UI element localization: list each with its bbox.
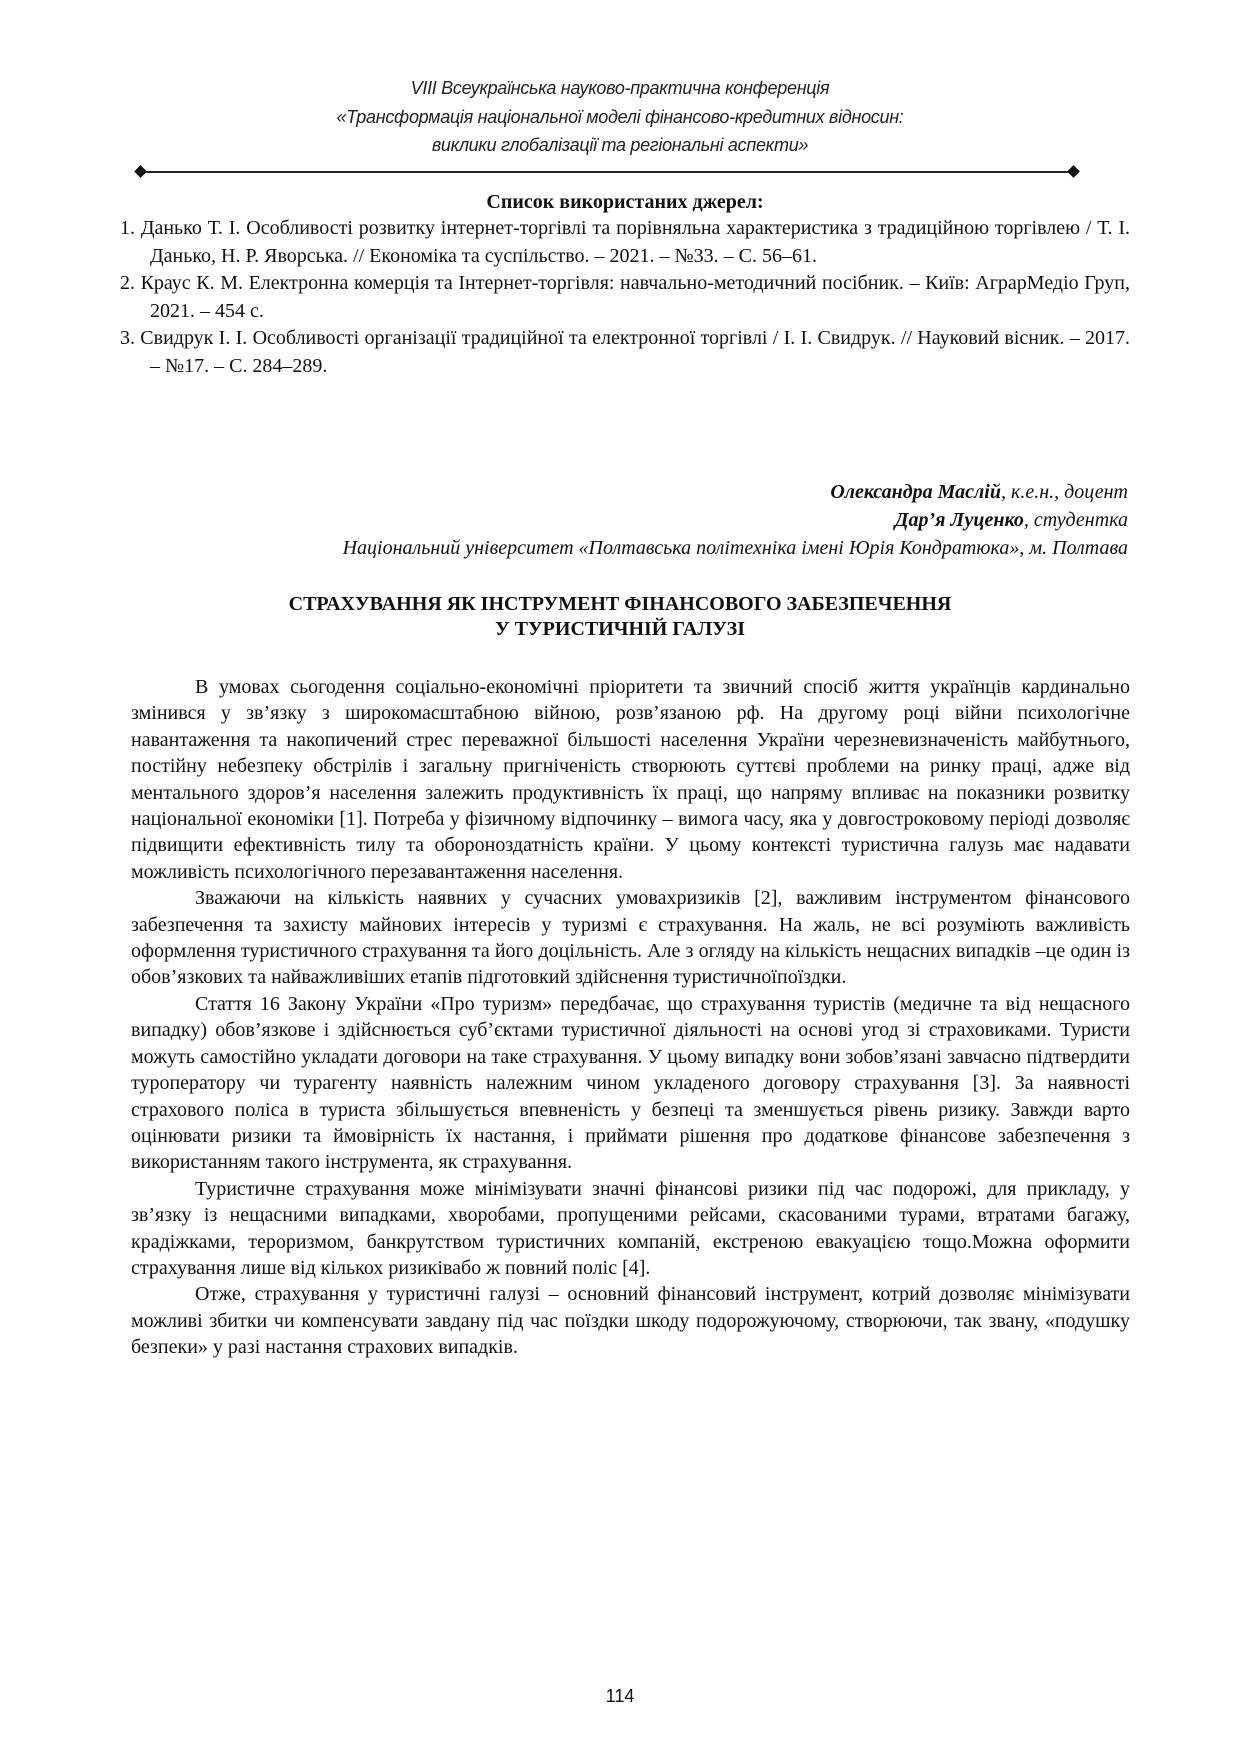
paragraph: Отже, страхування у туристичні галузі – основний фінансовий інструмент, котрий дозволяє мінімізувати можливі збитки чи компенсувати завдану під час поїздки шкоду подорожуючому, створюючи, так звану, «подушку безпеки» у разі настання страхових випадків.: [131, 1283, 1130, 1359]
title-line: СТРАХУВАННЯ ЯК ІНСТРУМЕНТ ФІНАНСОВОГО ЗАБЕЗПЕЧЕННЯ: [288, 593, 952, 615]
paragraph: Зважаючи на кількість наявних у сучасних умовахризиків [2], важливим інструментом фінансового забезпечення та захисту майнових інтересів у туризмі є страхування. На жаль, не всі розуміють важливість оформлення туристичного страхування та його доцільність. Але з огляду на кількість нещасних випадків –це один із обов’язкових та найважливіших етапів підготовкий здійснення туристичноїпоїздки.: [131, 887, 1130, 989]
references-title: Список використаних джерел:: [486, 191, 764, 213]
conference-header: [0, 74, 1240, 160]
author-name: Дар’я Луценко: [894, 509, 1024, 531]
diamond-icon: [134, 165, 147, 178]
header-divider: [140, 171, 1074, 173]
references-section: [120, 190, 1130, 380]
author-role: , к.е.н., доцент: [1000, 481, 1128, 503]
paragraph: Туристичне страхування може мінімізувати значні фінансові ризики під час подорожі, для прикладу, у зв’язку із нещасними випадками, хворобами, пропущеними рейсами, скасованими турами, втратами багажу, крадіжками, тероризмом, банкрутством туристичних компаній, екстреною евакуацією тощо.Можна оформити страхування лише від кількох ризиківабо ж повний поліс [4].: [131, 1177, 1130, 1279]
author-name: Олександра Маслій: [830, 481, 1001, 503]
page-number: 114: [605, 1686, 635, 1706]
author-role: , студентка: [1023, 509, 1128, 531]
author: [128, 478, 1128, 506]
article-body: [131, 674, 1130, 1361]
author: [128, 506, 1128, 534]
authors-block: [128, 478, 1128, 562]
article-title: [0, 592, 1240, 642]
reference-item: 1. Данько Т. І. Особливості розвитку інтернет-торгівлі та порівняльна характеристика з традиційною торгівлею / Т. І. Данько, Н. Р. Яворська. // Економіка та суспільство. – 2021. – №33. – С. 56–61.: [120, 217, 1130, 267]
diamond-icon: [1067, 165, 1080, 178]
header-line: виклики глобалізації та регіональні аспекти»: [431, 135, 809, 155]
header-line: «Трансформація національної моделі фінансово-кредитних відносин:: [336, 106, 904, 127]
reference-item: 3. Свидрук І. І. Особливості організації традиційної та електронної торгівлі / І. І. Свидрук. // Науковий вісник. – 2017. – №17. – С. 284–289.: [120, 327, 1130, 377]
paragraph: В умовах сьогодення соціально-економічні пріоритети та звичний спосіб життя українців кардинально змінився у зв’язку з широкомасштабною війною, розв’язаною рф. На другому році війни психологічне навантаження та накопичений стрес переважної більшості населення України черезневизначеність майбутнього, постійну небезпеку обстрілів і загальну пригніченість створюють суттєві проблеми на ринку праці, адже від ментального здоров’я населення залежить продуктивність їх праці, що напряму впливає на показники розвитку національної економіки [1]. Потреба у фізичному відпочинку – вимога часу, яка у довгостроковому періоді дозволяє підвищити ефективність тилу та обороноздатність країни. У цьому контексті туристична галузь має надавати можливість психологічного перезавантаження населення.: [131, 676, 1130, 883]
header-line: VIII Всеукраїнська науково-практична конференція: [410, 78, 830, 98]
title-line: У ТУРИСТИЧНІЙ ГАЛУЗІ: [494, 618, 746, 640]
affiliation: Національний університет «Полтавська політехніка імені Юрія Кондратюка», м. Полтава: [342, 537, 1128, 559]
paragraph: Стаття 16 Закону України «Про туризм» передбачає, що страхування туристів (медичне та від нещасного випадку) обов’язкове і здійснюється суб’єктами туристичної діяльності на основі угод зі страховиками. Туристи можуть самостійно укладати договори на таке страхування. У цьому випадку вони зобов’язані завчасно підтвердити туроператору чи турагенту наявність належним чином укладеного договору страхування [3]. За наявності страхового поліса в туриста збільшується впевненість у безпеці та зменшується рівень ризику. Завжди варто оцінювати ризики та ймовірність їх настання, і приймати рішення про додаткове фінансове забезпечення з використанням такого інструмента, як страхування.: [131, 992, 1130, 1174]
reference-item: 2. Краус К. М. Електронна комерція та Інтернет-торгівля: навчально-методичний посібник. – Київ: АграрМедіо Груп, 2021. – 454 с.: [120, 272, 1130, 322]
